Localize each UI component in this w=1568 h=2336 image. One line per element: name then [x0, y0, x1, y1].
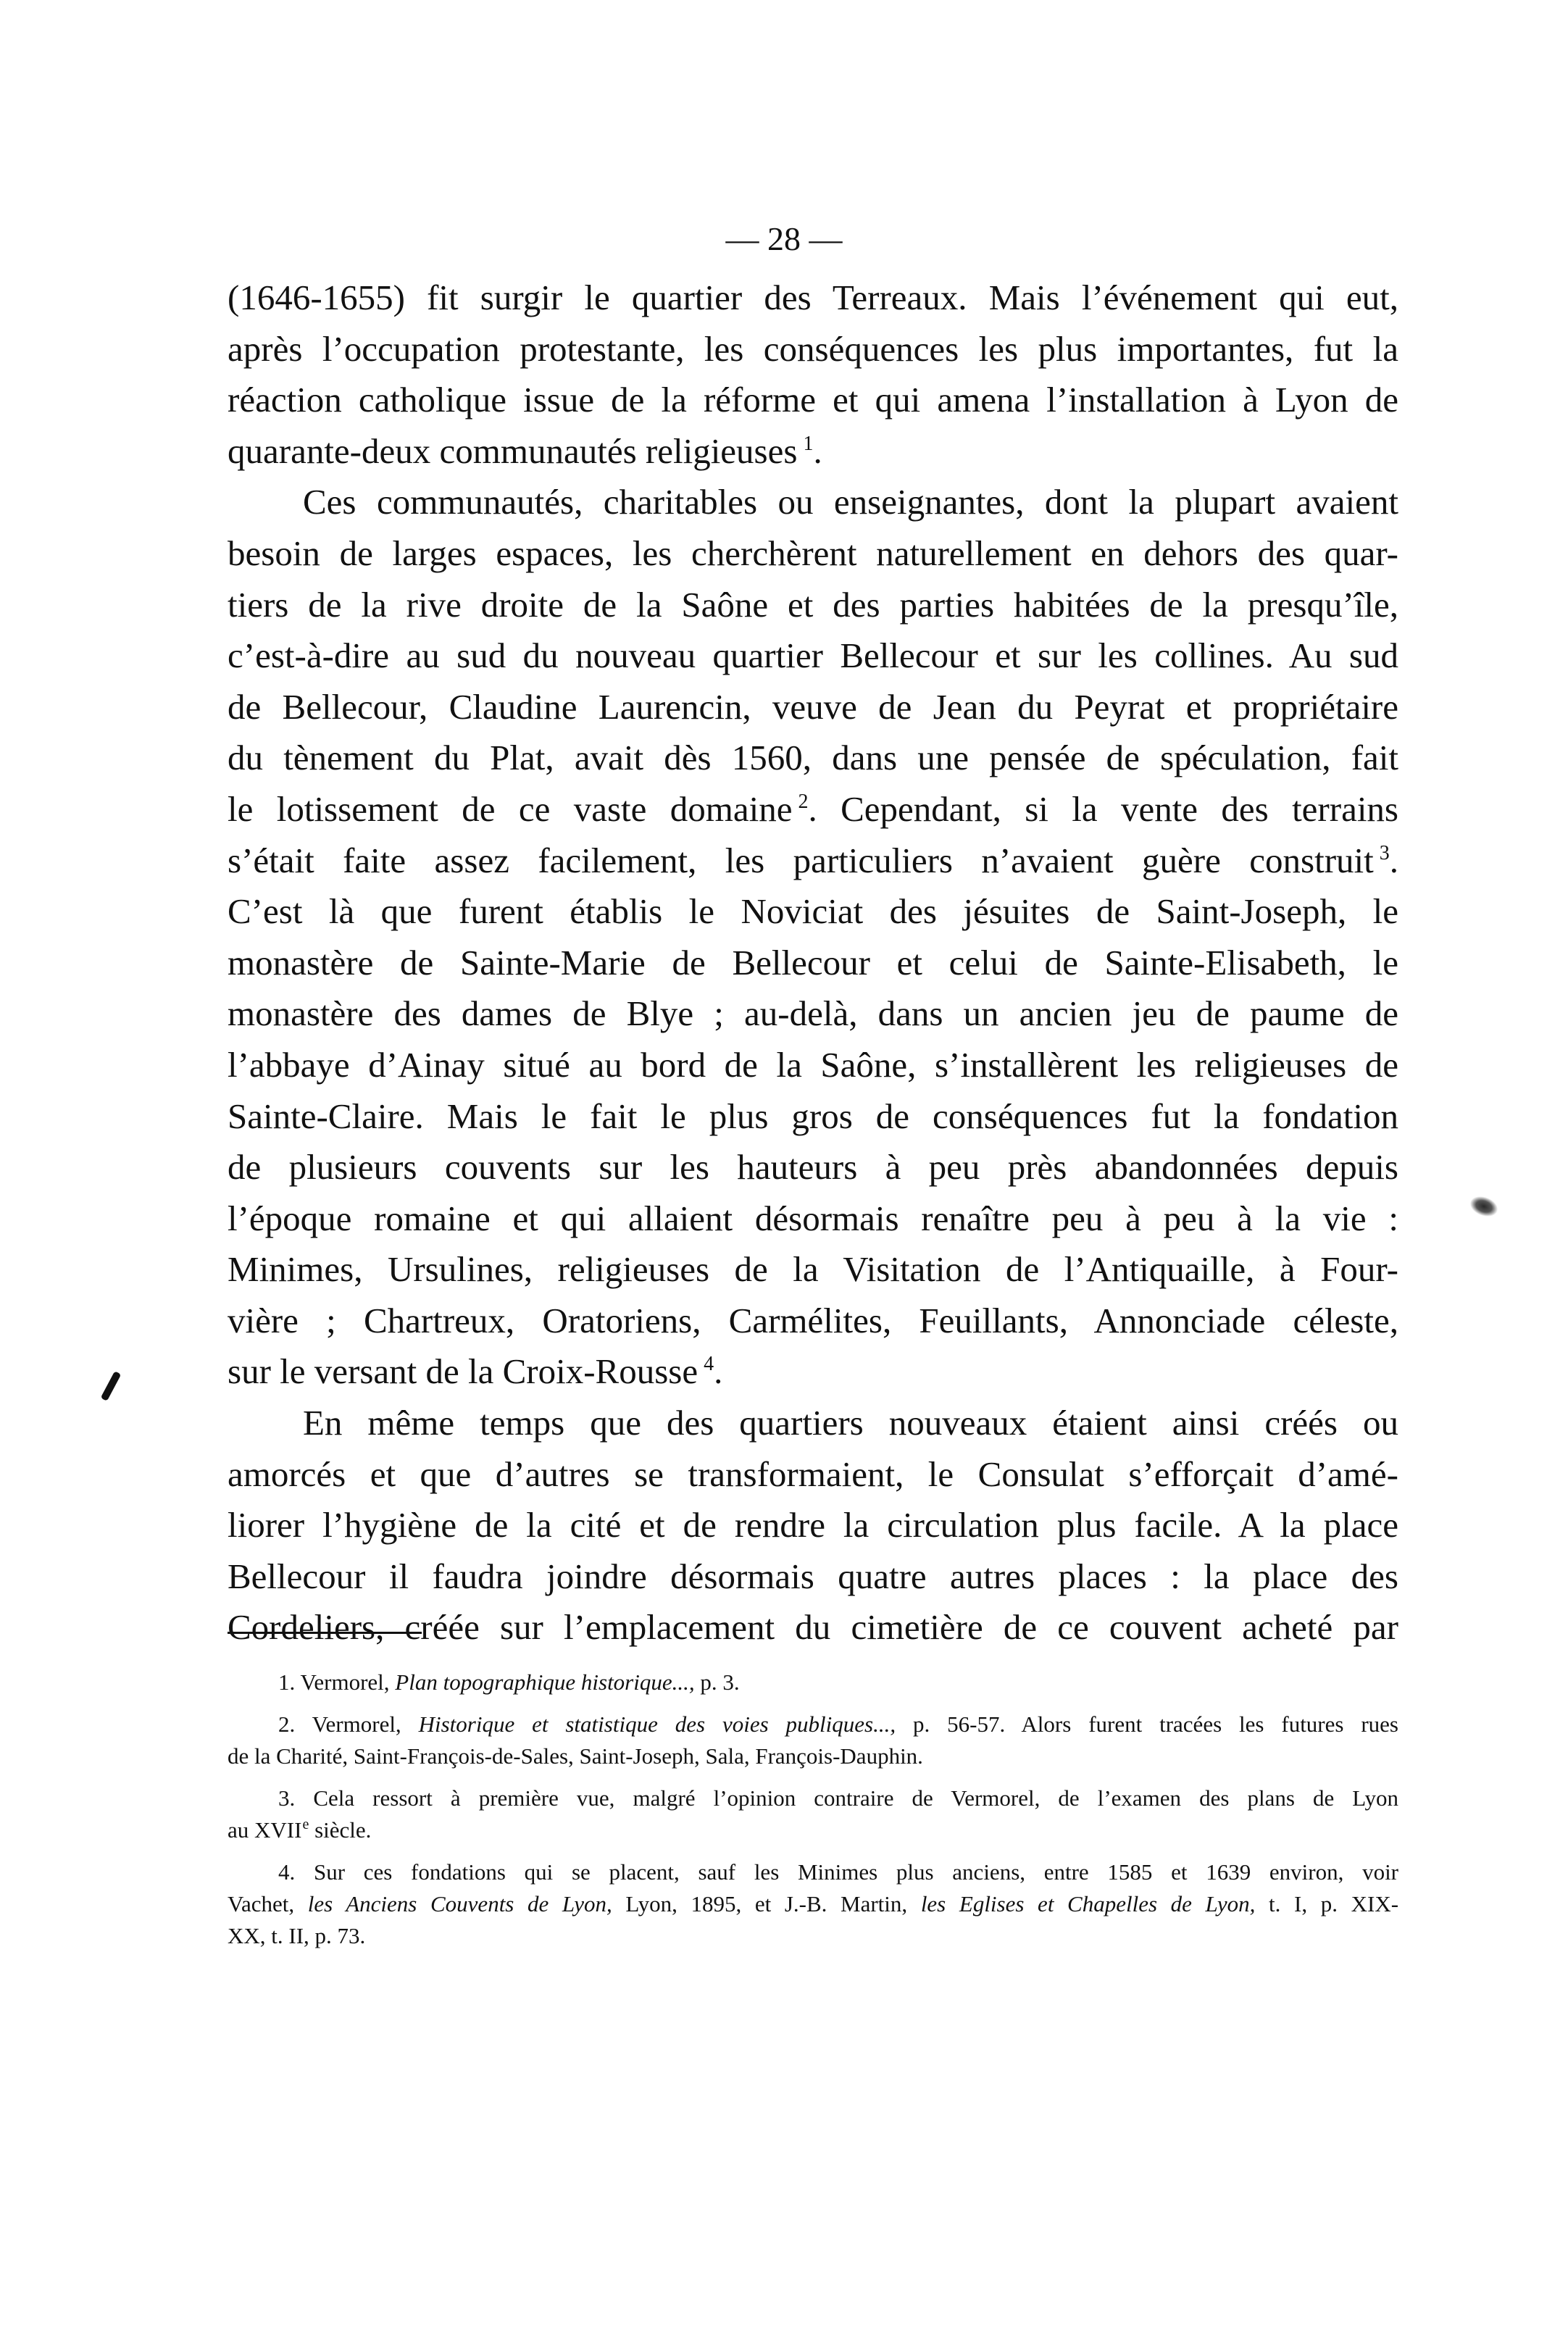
- text-line: l’époque romaine et qui allaient désormais renaître peu à peu à la vie :: [228, 1198, 1398, 1238]
- text-segment: .: [714, 1351, 723, 1392]
- footnote-ref-2: 2: [798, 790, 809, 813]
- text-line: Sainte-Claire. Mais le fait le plus gros de conséquences fut la fondation: [228, 1096, 1398, 1136]
- footnote-2: [228, 1709, 1398, 1772]
- body-text: [228, 272, 1398, 1653]
- text-line: tiers de la rive droite de la Saône et des parties habitées de la presqu’île,: [228, 584, 1398, 625]
- footnote-ref-1: 1: [803, 432, 814, 455]
- text-line: de plusieurs couvents sur les hauteurs à peu près abandonnées depuis: [228, 1147, 1398, 1188]
- footnotes: [228, 1667, 1398, 1962]
- note-text: Cela ressort à première vue, malgré l’opinion contraire de Vermorel, de l’examen des plans de Lyon: [313, 1785, 1399, 1811]
- text-line: c’est-à-dire au sud du nouveau quartier Bellecour et sur les collines. Au sud: [228, 635, 1398, 676]
- text-line: C’est là que furent établis le Noviciat des jésuites de Saint-Joseph, le: [228, 891, 1398, 932]
- text-line: [228, 835, 1398, 887]
- text-segment: .: [1389, 840, 1398, 880]
- note-line: [228, 1782, 1398, 1814]
- note-line: [228, 1709, 1398, 1740]
- margin-pen-mark: [101, 1371, 122, 1401]
- text-line: [228, 784, 1398, 835]
- text-line: besoin de larges espaces, les cherchèrent naturellement en dehors des quar-: [228, 533, 1398, 573]
- text-line: réaction catholique issue de la réforme et qui amena l’installation à Lyon de: [228, 380, 1398, 420]
- paragraph-1: [228, 272, 1398, 477]
- note-line: [228, 1888, 1398, 1920]
- paragraph-2: [228, 477, 1398, 1398]
- text-line: vière ; Chartreux, Oratoriens, Carmélites, Feuillants, Annonciade céleste,: [228, 1300, 1398, 1340]
- note-text: t. I, p. XIX-: [1269, 1891, 1399, 1916]
- text-line: [228, 1346, 1398, 1398]
- note-label: 2.: [278, 1711, 296, 1737]
- note-text: au XVII: [228, 1817, 302, 1843]
- note-label: 3.: [278, 1785, 296, 1811]
- text-line: l’abbaye d’Ainay situé au bord de la Saône, s’installèrent les religieuses de: [228, 1044, 1398, 1085]
- note-title: les Eglises et Chapelles de Lyon,: [920, 1891, 1256, 1916]
- text-segment: sur le versant de la Croix-Rousse: [228, 1351, 698, 1392]
- text-segment: . Cependant, si la vente des terrains: [808, 788, 1399, 829]
- note-line: XX, t. II, p. 73.: [228, 1923, 366, 1948]
- note-text: p. 3.: [700, 1669, 740, 1695]
- text-line: Minimes, Ursulines, religieuses de la Visitation de l’Antiquaille, à Four-: [228, 1249, 1398, 1290]
- note-title: Plan topographique historique...,: [395, 1669, 695, 1695]
- note-title: Historique et statistique des voies publiques...,: [418, 1711, 896, 1737]
- text-line: (1646-1655) fit surgir le quartier des Terreaux. Mais l’événement qui eut,: [228, 278, 1398, 317]
- ink-smudge: [1467, 1193, 1501, 1220]
- footnote-ref-3: 3: [1379, 841, 1390, 864]
- text-segment: s’était faite assez facilement, les particuliers n’avaient guère construit: [228, 840, 1374, 880]
- note-text: siècle.: [309, 1817, 372, 1843]
- footnote-separator: [228, 1632, 422, 1634]
- text-line: Ces communautés, charitables ou enseignantes, dont la plupart avaient: [303, 482, 1398, 522]
- note-text: Sur ces fondations qui se placent, sauf les Minimes plus anciens, entre 1585 et 1639 environ, voir: [313, 1859, 1399, 1885]
- note-line: [228, 1667, 1398, 1698]
- note-sup: e: [302, 1816, 309, 1832]
- note-text: Vachet,: [228, 1891, 295, 1916]
- note-text: p. 56-57. Alors furent tracées les futures rues: [913, 1711, 1398, 1737]
- text-line: monastère de Sainte-Marie de Bellecour et celui de Sainte-Elisabeth, le: [228, 942, 1398, 983]
- note-label: 1.: [278, 1669, 296, 1695]
- paragraph-3: [228, 1398, 1398, 1653]
- note-line: [228, 1814, 1398, 1846]
- text-line: Bellecour il faudra joindre désormais quatre autres places : la place des: [228, 1556, 1398, 1596]
- footnote-1: [228, 1667, 1398, 1698]
- note-line: de la Charité, Saint-François-de-Sales, Saint-Joseph, Sala, François-Dauphin.: [228, 1743, 923, 1769]
- note-title: les Anciens Couvents de Lyon,: [307, 1891, 612, 1916]
- footnote-ref-4: 4: [704, 1353, 714, 1376]
- text-line: amorcés et que d’autres se transformaient, le Consulat s’efforçait d’amé-: [228, 1453, 1398, 1494]
- text-line: [228, 426, 1398, 477]
- note-text: Lyon, 1895, et J.-B. Martin,: [625, 1891, 908, 1916]
- note-author: Vermorel,: [312, 1711, 401, 1737]
- text-line: Cordeliers, créée sur l’emplacement du cimetière de ce couvent acheté par: [228, 1607, 1398, 1648]
- footnote-3: [228, 1782, 1398, 1846]
- text-segment: le lotissement de ce vaste domaine: [228, 788, 793, 829]
- text-segment: quarante-deux communautés religieuses: [228, 430, 798, 471]
- page-number: — 28 —: [725, 220, 843, 257]
- text-line: après l’occupation protestante, les conséquences les plus importantes, fut la: [228, 328, 1398, 369]
- text-line: liorer l’hygiène de la cité et de rendre la circulation plus facile. A la place: [228, 1505, 1398, 1545]
- note-author: Vermorel,: [300, 1669, 390, 1695]
- text-line: En même temps que des quartiers nouveaux étaient ainsi créés ou: [303, 1403, 1398, 1443]
- note-label: 4.: [278, 1859, 296, 1885]
- footnote-4: [228, 1856, 1398, 1952]
- text-line: du tènement du Plat, avait dès 1560, dans une pensée de spéculation, fait: [228, 738, 1398, 778]
- text-segment: .: [813, 430, 822, 471]
- text-line: de Bellecour, Claudine Laurencin, veuve de Jean du Peyrat et propriétaire: [228, 686, 1398, 727]
- note-line: [228, 1856, 1398, 1888]
- text-line: monastère des dames de Blye ; au-delà, dans un ancien jeu de paume de: [228, 993, 1398, 1034]
